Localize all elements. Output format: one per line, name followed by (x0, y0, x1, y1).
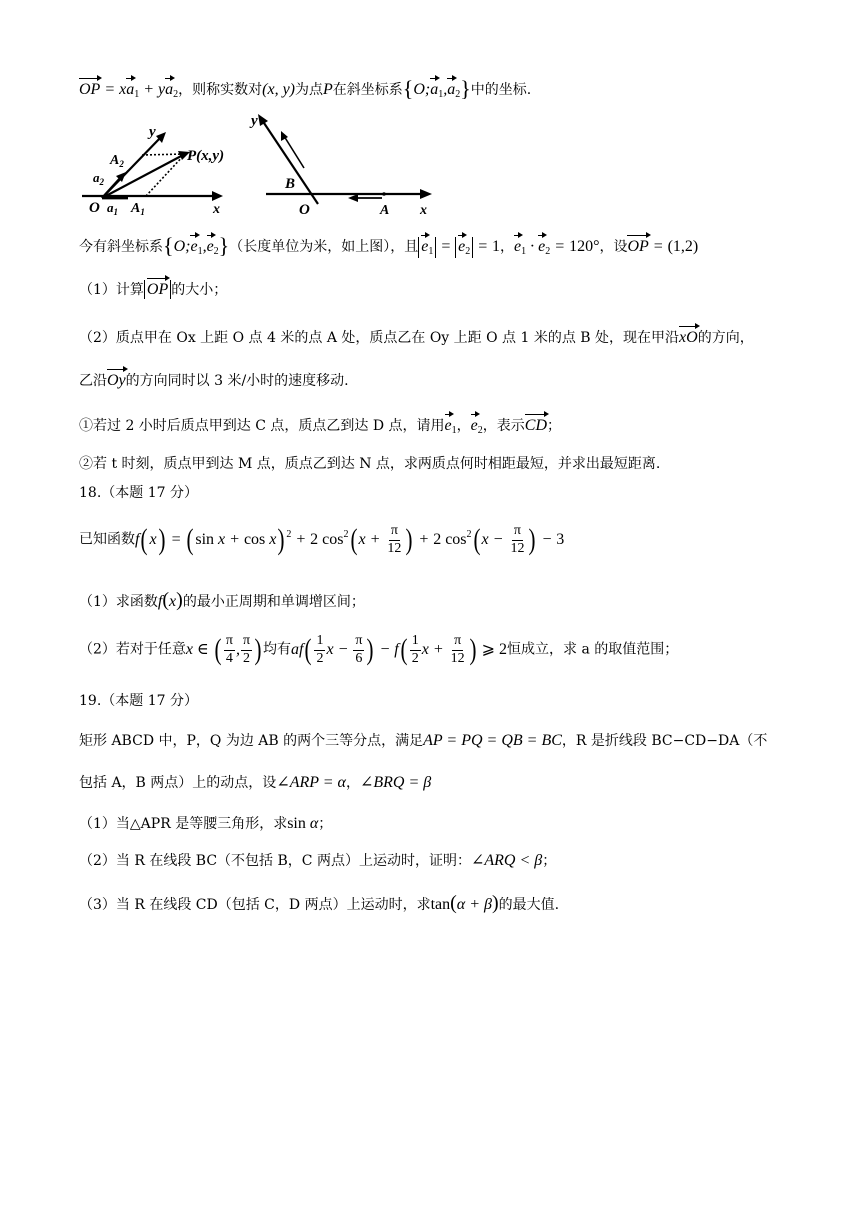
fig2-label-b: B (285, 176, 296, 192)
fig1-label-p: P(x,y) (187, 148, 225, 164)
q18-header: 18.（本题 17 分） (79, 485, 198, 501)
fig1-label-y: y (149, 124, 156, 140)
q19-line2: 包括 A，B 两点）上的动点，设∠ARP = α，∠BRQ = β (79, 774, 432, 791)
figure-oblique-axes (80, 118, 230, 222)
fig1-label-x: x (213, 202, 220, 217)
q19-header: 19.（本题 17 分） (79, 693, 198, 709)
q19-part3: （3）当 R 在线段 CD（包括 C，D 两点）上运动时，求tan(α + β)的最大值. (79, 892, 560, 914)
fig2-label-o: O (299, 202, 310, 218)
fig1-label-a2-vec: $a_2$ (93, 170, 104, 187)
fig2-label-x: x (420, 203, 427, 218)
q18-part2: （2）若对于任意x ∈ ( $\frac{\pi}{4}$ , $\frac{\pi}{2}$ ) 均有af( $\frac{1}{2}$ x − $\frac{\pi}{6}$ ) − f( $\frac{1}{2}$ x + $\frac{\pi}{12}$ ) ⩾ 2恒成立，求 a 的取值范围； (79, 632, 679, 666)
q17-part2-line1: （2）质点甲在 Ox 上距 O 点 4 米的点 A 处，质点乙在 Oy 上距 O 点 1 米的点 B 处，现在甲沿xO的方向， (79, 329, 754, 346)
q19-part1: （1）当△APR 是等腰三角形，求sin α； (79, 815, 333, 832)
q18-part1: （1）求函数f(x)的最小正周期和单调增区间； (79, 589, 365, 611)
intro-line: OP = $xa_1 + ya_2$，则称实数对(x, y)为点P在斜坐标系$\{O;a_1,a_2\}$中的坐标. (79, 76, 532, 101)
q19-line1: 矩形 ABCD 中，P，Q 为边 AB 的两个三等分点，满足AP = PQ = QB = BC，R 是折线段 BC−CD−DA（不 (79, 732, 768, 749)
fig1-label-o: O (89, 200, 100, 216)
fig1-label-a1-point: $A_1$ (131, 201, 145, 217)
point-p: P (323, 81, 333, 98)
q18-function: 已知函数f(x) = (sin x + cos x) $^2$ + 2 $\cos^2(x$ + $\frac{\pi}{12}$ ) + 2 $\cos^2(x$ − $\frac{\pi}{12}$ ) − 3 (79, 522, 565, 556)
q17-sub2: ②若 t 时刻，质点甲到达 M 点，质点乙到达 N 点，求两质点何时相距最短，并求出最短距离. (79, 456, 661, 472)
q19-part2: （2）当 R 在线段 BC（不包括 B，C 两点）上运动时，证明：∠ARQ < β； (79, 852, 557, 869)
q17-intro: 今有斜坐标系$\{O;e_1,e_2\}$（长度单位为米，如上图），且 $e_1 = e_2 = 1$，$e_1 \cdot e_2 = 120^\circ$，设OP = (1,2) (79, 233, 699, 258)
intro-text-3: 在斜坐标系 (332, 82, 403, 98)
intro-text-2: 为点 (295, 82, 323, 98)
q17-part1: （1）计算 OP 的大小； (79, 281, 228, 298)
intro-text-4: 中的坐标. (470, 82, 532, 98)
q17-sub1: ①若过 2 小时后质点甲到达 C 点，质点乙到达 D 点，请用$e_1$，$e_2$，表示CD； (79, 417, 561, 436)
intro-text-1: ，则称实数对 (178, 82, 263, 98)
fig2-label-y: y (251, 113, 258, 129)
fig1-label-a1-vec: $a_1$ (107, 200, 118, 217)
q17-part2-line2: 乙沿Oy的方向同时以 3 米/小时的速度移动. (79, 372, 349, 389)
fig2-label-a: A (380, 203, 390, 218)
fig1-label-a2-point: $A_2$ (110, 153, 124, 169)
figure-motion (248, 108, 438, 218)
